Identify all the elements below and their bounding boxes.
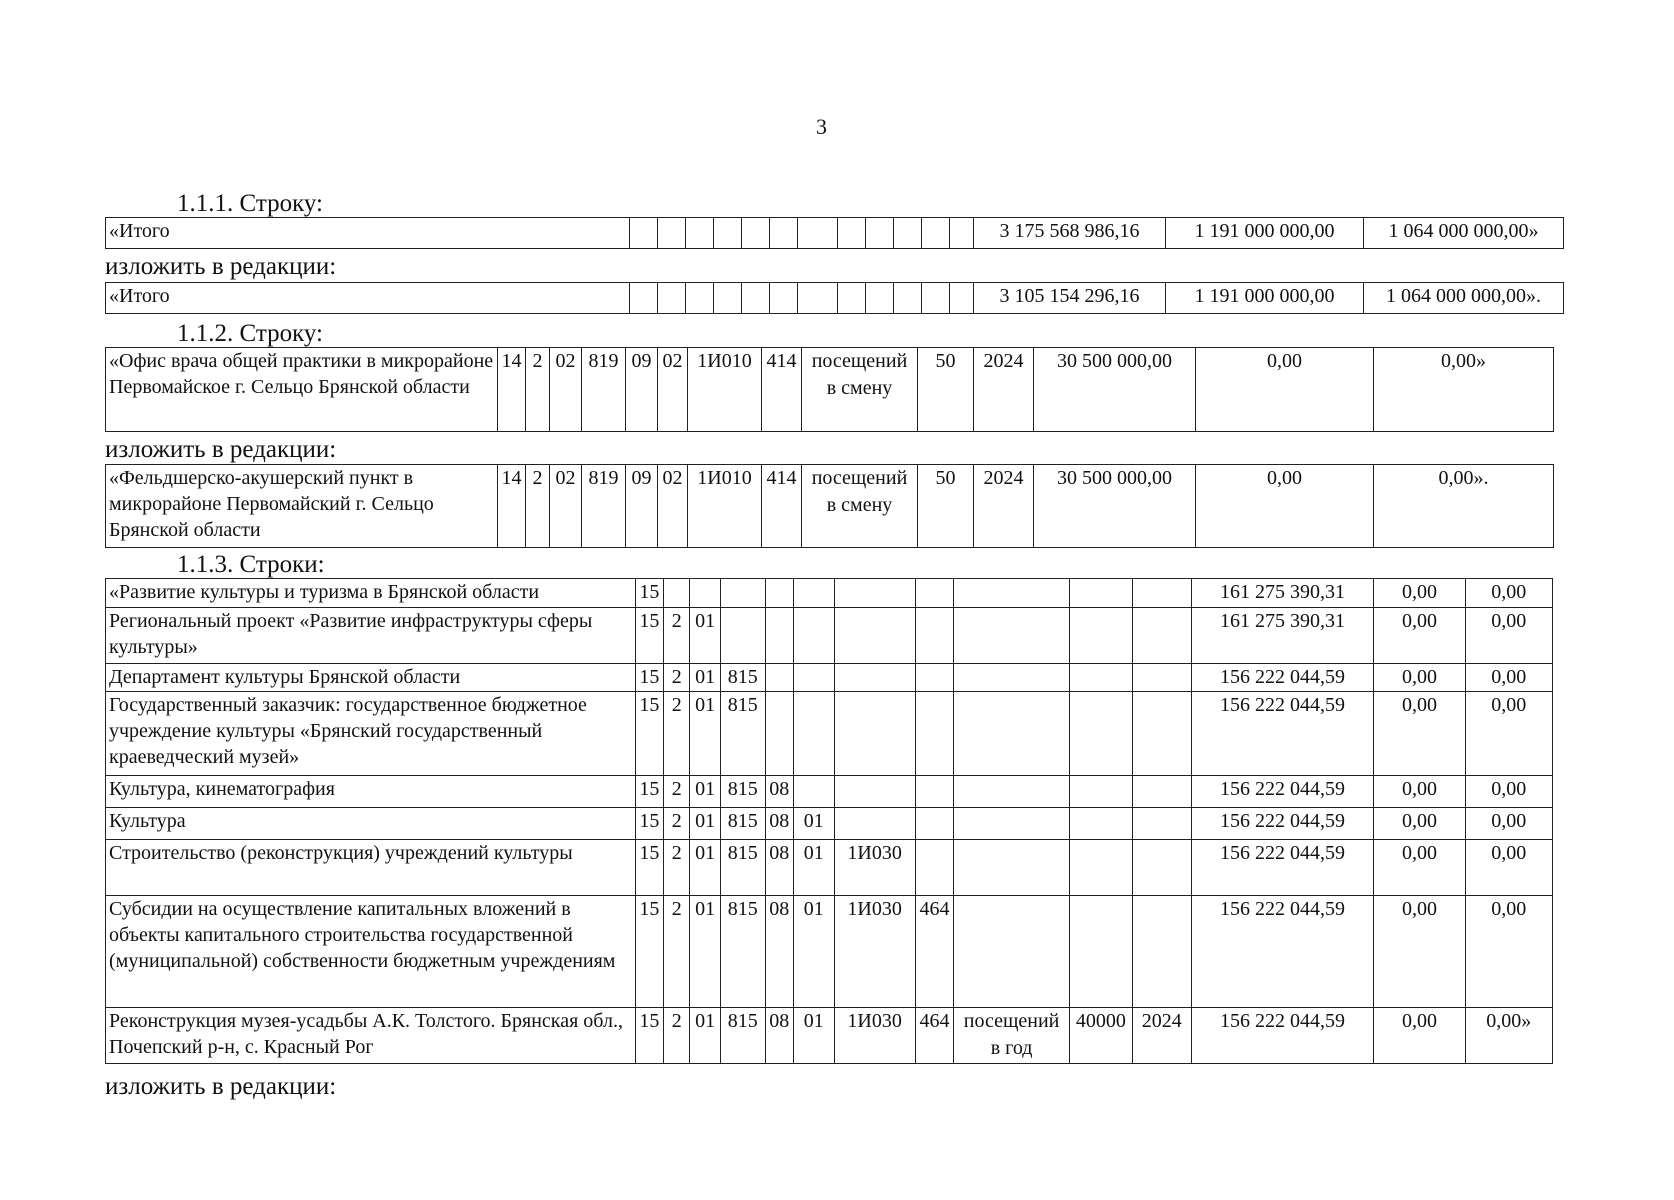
amount-cell-2: 0,00 bbox=[1374, 896, 1465, 1008]
code-cell: 815 bbox=[720, 776, 765, 808]
amount-cell-3: 0,00 bbox=[1465, 896, 1552, 1008]
code-cell: 815 bbox=[720, 1008, 765, 1064]
code-cell: 2 bbox=[664, 896, 690, 1008]
section-heading-1-1-2: 1.1.2. Строку: bbox=[177, 320, 323, 347]
total-cell-3: 1 064 000 000,00». bbox=[1364, 283, 1564, 314]
amount-cell-1: 161 275 390,31 bbox=[1191, 579, 1374, 608]
amount-cell-3: 0,00» bbox=[1465, 1008, 1552, 1064]
unit-cell bbox=[954, 608, 1070, 664]
amount-cell-3: 0,00 bbox=[1465, 776, 1552, 808]
code-cell: 2 bbox=[526, 465, 550, 548]
code-cell: 01 bbox=[690, 692, 720, 776]
code-cell bbox=[765, 579, 793, 608]
code-cell: 464 bbox=[915, 1008, 954, 1064]
code-cell: 464 bbox=[915, 896, 954, 1008]
code-cell: 02 bbox=[550, 348, 582, 432]
code-cell: 15 bbox=[635, 608, 663, 664]
amount-cell-1: 156 222 044,59 bbox=[1191, 840, 1374, 896]
table-row bbox=[106, 692, 1553, 776]
edit-label-1: изложить в редакции: bbox=[105, 253, 337, 280]
object-name: «Развитие культуры и туризма в Брянской области bbox=[106, 579, 636, 608]
unit-cell bbox=[954, 840, 1070, 896]
code-cell bbox=[915, 664, 954, 692]
code-cell bbox=[793, 776, 834, 808]
object-name: «Фельдшерско-акушерский пункт в микрорайоне Первомайский г. Сельцо Брянской области bbox=[106, 465, 498, 548]
code-cell: 08 bbox=[765, 776, 793, 808]
object-name: Строительство (реконструкция) учреждений культуры bbox=[106, 840, 636, 896]
table-row bbox=[106, 348, 1554, 432]
unit-cell bbox=[954, 896, 1070, 1008]
table-row bbox=[106, 896, 1553, 1008]
code-cell: 2 bbox=[664, 840, 690, 896]
object-name: Государственный заказчик: государственное бюджетное учреждение культуры «Брянский государственный краеведческий музей» bbox=[106, 692, 636, 776]
amount-cell-1: 156 222 044,59 bbox=[1191, 1008, 1374, 1064]
code-cell bbox=[915, 808, 954, 840]
code-cell: 819 bbox=[582, 465, 626, 548]
code-cell: 414 bbox=[762, 465, 802, 548]
code-cell: 09 bbox=[626, 465, 658, 548]
code-cell: 01 bbox=[793, 896, 834, 1008]
code-cell bbox=[834, 579, 915, 608]
year-cell bbox=[1132, 664, 1191, 692]
code-cell: 01 bbox=[690, 664, 720, 692]
amount-cell-3: 0,00 bbox=[1465, 692, 1552, 776]
amount-cell-1: 156 222 044,59 bbox=[1191, 776, 1374, 808]
code-cell: 2 bbox=[664, 776, 690, 808]
capacity-cell: 40000 bbox=[1069, 1008, 1132, 1064]
total-cell-2: 1 191 000 000,00 bbox=[1166, 283, 1364, 314]
amount-cell-2: 0,00 bbox=[1196, 348, 1374, 432]
object-name: Департамент культуры Брянской области bbox=[106, 664, 636, 692]
year-cell bbox=[1132, 896, 1191, 1008]
unit-cell: посещений в смену bbox=[802, 348, 918, 432]
code-cell bbox=[793, 579, 834, 608]
code-cell bbox=[793, 664, 834, 692]
code-cell: 1И010 bbox=[688, 348, 762, 432]
year-cell bbox=[1132, 692, 1191, 776]
capacity-cell bbox=[1069, 896, 1132, 1008]
code-cell: 14 bbox=[498, 465, 526, 548]
code-cell: 414 bbox=[762, 348, 802, 432]
amount-cell-1: 156 222 044,59 bbox=[1191, 664, 1374, 692]
code-cell: 01 bbox=[690, 896, 720, 1008]
code-cell bbox=[834, 664, 915, 692]
amount-cell-3: 0,00» bbox=[1374, 348, 1554, 432]
code-cell: 1И030 bbox=[834, 1008, 915, 1064]
object-name: Субсидии на осуществление капитальных вложений в объекты капитального строительства государственной (муниципальной) собственности бюджетным учреждениям bbox=[106, 896, 636, 1008]
code-cell bbox=[834, 808, 915, 840]
code-cell: 815 bbox=[720, 840, 765, 896]
amount-cell-1: 30 500 000,00 bbox=[1034, 465, 1196, 548]
table-row bbox=[106, 776, 1553, 808]
code-cell: 01 bbox=[690, 840, 720, 896]
object-name: Культура bbox=[106, 808, 636, 840]
row-label: «Итого bbox=[106, 218, 630, 249]
code-cell: 01 bbox=[793, 840, 834, 896]
total-cell-1: 3 175 568 986,16 bbox=[974, 218, 1166, 249]
code-cell: 15 bbox=[635, 692, 663, 776]
row-label: «Итого bbox=[106, 283, 630, 314]
capacity-cell: 50 bbox=[918, 465, 974, 548]
code-cell bbox=[720, 608, 765, 664]
code-cell: 815 bbox=[720, 692, 765, 776]
unit-cell: посещений в смену bbox=[802, 465, 918, 548]
code-cell: 15 bbox=[635, 1008, 663, 1064]
edit-label-3: изложить в редакции: bbox=[105, 1073, 337, 1100]
code-cell: 1И010 bbox=[688, 465, 762, 548]
amount-cell-2: 0,00 bbox=[1374, 808, 1465, 840]
code-cell: 819 bbox=[582, 348, 626, 432]
code-cell bbox=[915, 776, 954, 808]
amount-cell-3: 0,00». bbox=[1374, 465, 1554, 548]
code-cell: 815 bbox=[720, 808, 765, 840]
amount-cell-3: 0,00 bbox=[1465, 608, 1552, 664]
code-cell bbox=[915, 692, 954, 776]
code-cell: 15 bbox=[635, 579, 663, 608]
code-cell: 2 bbox=[664, 808, 690, 840]
capacity-cell bbox=[1069, 664, 1132, 692]
amount-cell-3: 0,00 bbox=[1465, 808, 1552, 840]
object-name: Региональный проект «Развитие инфраструктуры сферы культуры» bbox=[106, 608, 636, 664]
capacity-cell bbox=[1069, 776, 1132, 808]
code-cell bbox=[834, 692, 915, 776]
edit-label-2: изложить в редакции: bbox=[105, 436, 337, 463]
unit-cell bbox=[954, 776, 1070, 808]
code-cell: 815 bbox=[720, 896, 765, 1008]
code-cell bbox=[793, 608, 834, 664]
code-cell: 14 bbox=[498, 348, 526, 432]
code-cell bbox=[765, 664, 793, 692]
capacity-cell bbox=[1069, 808, 1132, 840]
code-cell: 02 bbox=[550, 465, 582, 548]
amount-cell-1: 156 222 044,59 bbox=[1191, 808, 1374, 840]
itogo-old-table bbox=[105, 217, 1564, 249]
code-cell bbox=[915, 608, 954, 664]
unit-cell bbox=[954, 579, 1070, 608]
code-cell: 2 bbox=[664, 692, 690, 776]
code-cell: 15 bbox=[635, 896, 663, 1008]
code-cell: 815 bbox=[720, 664, 765, 692]
year-cell: 2024 bbox=[974, 348, 1034, 432]
capacity-cell bbox=[1069, 608, 1132, 664]
code-cell bbox=[915, 579, 954, 608]
code-cell: 08 bbox=[765, 808, 793, 840]
table-row bbox=[106, 808, 1553, 840]
code-cell: 08 bbox=[765, 1008, 793, 1064]
amount-cell-3: 0,00 bbox=[1465, 664, 1552, 692]
code-cell: 2 bbox=[664, 608, 690, 664]
unit-cell: посещений в год bbox=[954, 1008, 1070, 1064]
code-cell bbox=[915, 840, 954, 896]
office-new-table bbox=[105, 464, 1554, 548]
amount-cell-2: 0,00 bbox=[1196, 465, 1374, 548]
code-cell: 01 bbox=[690, 608, 720, 664]
amount-cell-3: 0,00 bbox=[1465, 579, 1552, 608]
code-cell bbox=[834, 608, 915, 664]
code-cell: 09 bbox=[626, 348, 658, 432]
amount-cell-1: 156 222 044,59 bbox=[1191, 692, 1374, 776]
capacity-cell bbox=[1069, 840, 1132, 896]
code-cell: 01 bbox=[793, 1008, 834, 1064]
year-cell bbox=[1132, 776, 1191, 808]
table-row bbox=[106, 283, 1564, 314]
total-cell-1: 3 105 154 296,16 bbox=[974, 283, 1166, 314]
code-cell: 02 bbox=[658, 465, 688, 548]
table-row bbox=[106, 664, 1553, 692]
year-cell bbox=[1132, 579, 1191, 608]
amount-cell-2: 0,00 bbox=[1374, 608, 1465, 664]
total-cell-3: 1 064 000 000,00» bbox=[1364, 218, 1564, 249]
code-cell: 08 bbox=[765, 840, 793, 896]
amount-cell-2: 0,00 bbox=[1374, 776, 1465, 808]
code-cell: 1И030 bbox=[834, 840, 915, 896]
code-cell bbox=[664, 579, 690, 608]
code-cell: 08 bbox=[765, 896, 793, 1008]
unit-cell bbox=[954, 808, 1070, 840]
amount-cell-1: 161 275 390,31 bbox=[1191, 608, 1374, 664]
capacity-cell: 50 bbox=[918, 348, 974, 432]
code-cell: 02 bbox=[658, 348, 688, 432]
year-cell: 2024 bbox=[974, 465, 1034, 548]
code-cell bbox=[765, 608, 793, 664]
unit-cell bbox=[954, 664, 1070, 692]
amount-cell-2: 0,00 bbox=[1374, 1008, 1465, 1064]
table-row bbox=[106, 218, 1564, 249]
code-cell bbox=[690, 579, 720, 608]
code-cell: 01 bbox=[690, 1008, 720, 1064]
object-name: «Офис врача общей практики в микрорайоне Первомайское г. Сельцо Брянской области bbox=[106, 348, 498, 432]
year-cell: 2024 bbox=[1132, 1008, 1191, 1064]
object-name: Реконструкция музея-усадьбы А.К. Толстого. Брянская обл., Почепский р-н, с. Красный Рог bbox=[106, 1008, 636, 1064]
table-row bbox=[106, 840, 1553, 896]
page-number: 3 bbox=[816, 114, 827, 139]
total-cell-2: 1 191 000 000,00 bbox=[1166, 218, 1364, 249]
unit-cell bbox=[954, 692, 1070, 776]
year-cell bbox=[1132, 808, 1191, 840]
code-cell: 15 bbox=[635, 664, 663, 692]
section-heading-1-1-3: 1.1.3. Строки: bbox=[177, 551, 325, 578]
code-cell bbox=[765, 692, 793, 776]
section-heading-1-1-1: 1.1.1. Строку: bbox=[177, 190, 323, 217]
code-cell: 15 bbox=[635, 840, 663, 896]
code-cell: 15 bbox=[635, 776, 663, 808]
code-cell: 15 bbox=[635, 808, 663, 840]
code-cell: 2 bbox=[664, 1008, 690, 1064]
table-row bbox=[106, 1008, 1553, 1064]
code-cell bbox=[834, 776, 915, 808]
itogo-new-table bbox=[105, 282, 1564, 314]
year-cell bbox=[1132, 840, 1191, 896]
table-row bbox=[106, 608, 1553, 664]
amount-cell-2: 0,00 bbox=[1374, 692, 1465, 776]
amount-cell-1: 156 222 044,59 bbox=[1191, 896, 1374, 1008]
amount-cell-3: 0,00 bbox=[1465, 840, 1552, 896]
capacity-cell bbox=[1069, 692, 1132, 776]
year-cell bbox=[1132, 608, 1191, 664]
code-cell: 2 bbox=[664, 664, 690, 692]
amount-cell-2: 0,00 bbox=[1374, 579, 1465, 608]
code-cell: 1И030 bbox=[834, 896, 915, 1008]
culture-table bbox=[105, 578, 1553, 1064]
code-cell bbox=[720, 579, 765, 608]
amount-cell-2: 0,00 bbox=[1374, 664, 1465, 692]
table-row bbox=[106, 579, 1553, 608]
capacity-cell bbox=[1069, 579, 1132, 608]
office-old-table bbox=[105, 347, 1554, 432]
code-cell: 2 bbox=[526, 348, 550, 432]
code-cell: 01 bbox=[690, 808, 720, 840]
table-row bbox=[106, 465, 1554, 548]
code-cell: 01 bbox=[793, 808, 834, 840]
code-cell: 01 bbox=[690, 776, 720, 808]
object-name: Культура, кинематография bbox=[106, 776, 636, 808]
amount-cell-2: 0,00 bbox=[1374, 840, 1465, 896]
amount-cell-1: 30 500 000,00 bbox=[1034, 348, 1196, 432]
code-cell bbox=[793, 692, 834, 776]
